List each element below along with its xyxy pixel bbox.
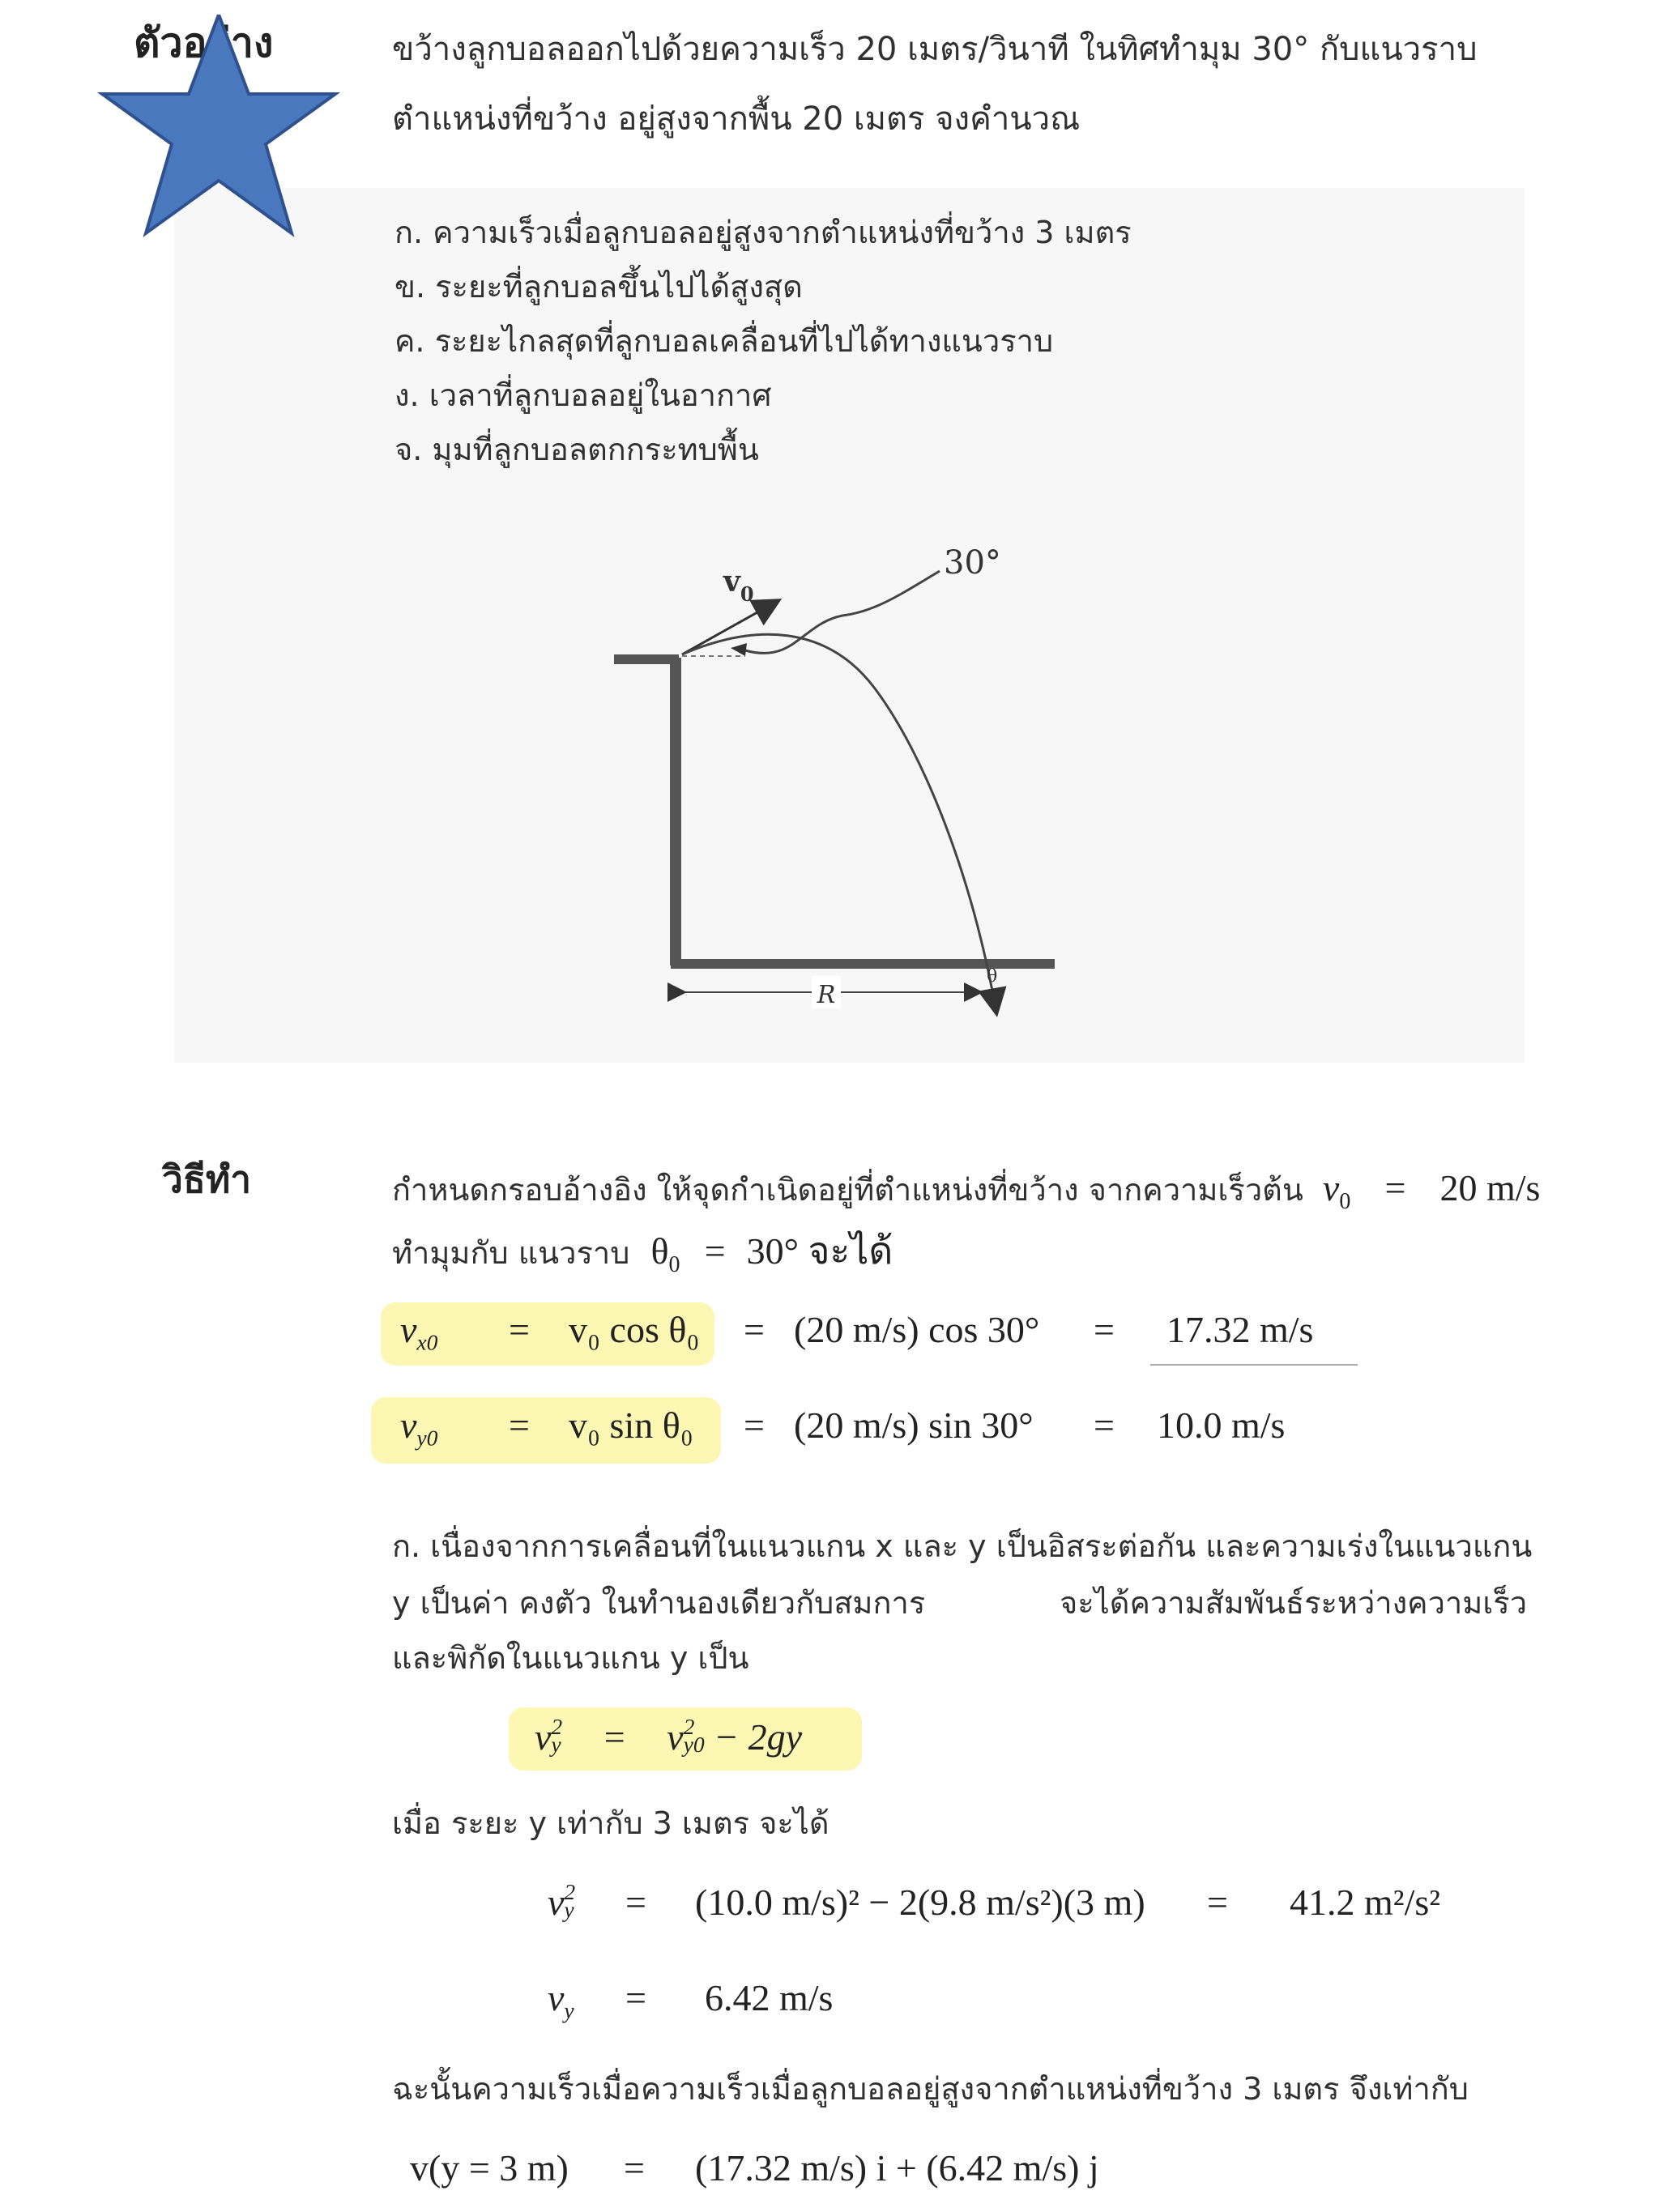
kin-lhs: v	[535, 1716, 552, 1758]
kin-rest: − 2gy	[704, 1716, 803, 1758]
vy0-equation	[400, 1404, 437, 1451]
angle-pointer-head	[731, 643, 747, 656]
intro-text-2a: ทำมุมกับ แนวราบ	[392, 1235, 630, 1271]
final-lhs: v(y = 3 m)	[410, 2147, 569, 2189]
intro-line-1	[392, 1165, 1540, 1215]
part-a-line-1: ก. เนื่องจากการเคลื่อนที่ในแนวแกน x และ y เป็นอิสระต่อกัน และความเร่งในแนวแกน	[392, 1528, 1533, 1564]
kin-lhs-sub: y	[551, 1731, 561, 1757]
trajectory-curve	[682, 634, 996, 1012]
theta-label: θ	[987, 966, 998, 987]
problem-line-1: ขว้างลูกบอลออกไปด้วยความเร็ว 20 เมตร/วินาที ในทิศทำมุม 30° กับแนวราบ	[392, 31, 1478, 68]
calc1-lhs-sup: 2	[564, 1878, 576, 1904]
projectile-diagram	[599, 535, 1069, 1037]
calc1-lhs-sub: y	[564, 1896, 574, 1922]
conclusion-line: ฉะนั้นความเร็วเมื่อความเร็วเมื่อลูกบอลอยู่สูงจากตำแหน่งที่ขว้าง 3 เมตร จึงเท่ากับ	[392, 2071, 1469, 2107]
vy0-lhs-sub: y0	[416, 1425, 438, 1451]
vy0-calc: (20 m/s) sin 30°	[794, 1404, 1034, 1446]
calc1-eq: =	[625, 1882, 646, 1923]
vx0-eq2: =	[744, 1309, 765, 1350]
part-a-line-3: และพิกัดในแนวแกน y เป็น	[392, 1640, 749, 1676]
calc2-lhs-v: v	[548, 1977, 565, 2018]
vy0-eq2: =	[744, 1404, 765, 1446]
v0-subscript: 0	[1339, 1188, 1351, 1214]
theta0-symbol: θ	[650, 1230, 669, 1272]
vx0-lhs: v	[400, 1309, 417, 1350]
calc2-eq: =	[625, 1977, 646, 2018]
kin-rhs: v	[667, 1716, 684, 1758]
calc1-expr: (10.0 m/s)² − 2(9.8 m/s²)(3 m)	[695, 1882, 1145, 1923]
vx0-equation	[400, 1308, 437, 1356]
vy0-result: 10.0 m/s	[1157, 1404, 1286, 1446]
intro-text-2b: 30° จะได้	[746, 1230, 893, 1272]
question-item: จ. มุมที่ลูกบอลตกกระทบพื้น	[394, 432, 759, 467]
intro-text: กำหนดกรอบอ้างอิง ให้จุดกำเนิดอยู่ที่ตำแหน่งที่ขว้าง จากความเร็วต้น	[392, 1172, 1303, 1208]
kinematic-equation	[535, 1715, 802, 1758]
question-item: ค. ระยะไกลสุดที่ลูกบอลเคลื่อนที่ไปได้ทางแนวราบ	[394, 323, 1054, 359]
intro-equals-2: =	[704, 1230, 726, 1272]
part-a-line-2a: y เป็นค่า คงตัว ในทำนองเดียวกับสมการ	[392, 1585, 926, 1621]
solution-label: วิธีทำ	[162, 1157, 252, 1201]
vx0-result: 17.32 m/s	[1166, 1309, 1314, 1350]
angle-pointer	[745, 571, 940, 653]
kin-rhs-sup: 2	[683, 1713, 695, 1739]
intro-equals: =	[1384, 1167, 1406, 1208]
vx0-calc: (20 m/s) cos 30°	[794, 1309, 1040, 1350]
vx0-lhs-sub: x0	[416, 1329, 438, 1355]
final-eq: =	[624, 2147, 645, 2189]
theta0-subscript: 0	[668, 1251, 680, 1277]
problem-line-2: ตำแหน่งที่ขว้าง อยู่สูงจากพื้น 20 เมตร จงคำนวณ	[392, 100, 1081, 138]
kin-eq: =	[603, 1716, 625, 1758]
calc1-result: 41.2 m²/s²	[1290, 1882, 1441, 1923]
v0-arrow	[682, 601, 778, 654]
calc2-result: 6.42 m/s	[705, 1977, 834, 2018]
intro-value: 20 m/s	[1439, 1167, 1541, 1208]
range-label: R	[817, 981, 836, 1009]
vx0-mid: v₀ cos θ₀	[569, 1309, 700, 1350]
question-item: ง. เวลาที่ลูกบอลอยู่ในอากาศ	[394, 377, 772, 413]
when-line: เมื่อ ระยะ y เท่ากับ 3 เมตร จะได้	[392, 1805, 830, 1841]
v0-label: $v_0$	[723, 565, 754, 606]
calc2-lhs	[548, 1976, 574, 2024]
angle-label: 30°	[944, 544, 1001, 582]
calc1-eq2: =	[1207, 1882, 1228, 1923]
question-item: ข. ระยะที่ลูกบอลขึ้นไปได้สูงสุด	[394, 269, 803, 305]
calc1-lhs-v: v	[548, 1882, 565, 1923]
calc2-lhs-sub: y	[564, 1997, 574, 2023]
vx0-underline	[1150, 1364, 1358, 1366]
final-rhs: (17.32 m/s) i + (6.42 m/s) j	[695, 2147, 1099, 2189]
intro-line-2	[392, 1221, 893, 1281]
example-label: ตัวอย่าง	[134, 19, 274, 66]
question-item: ก. ความเร็วเมื่อลูกบอลอยู่สูงจากตำแหน่งที่ขว้าง 3 เมตร	[394, 215, 1132, 250]
v0-symbol: v	[1322, 1167, 1340, 1208]
vx0-eq3: =	[1094, 1309, 1115, 1350]
kin-lhs-sup: 2	[551, 1713, 563, 1739]
part-a-line-2b: จะได้ความสัมพันธ์ระหว่างความเร็ว	[1060, 1585, 1528, 1621]
vx0-eq1: =	[509, 1309, 530, 1350]
vy0-eq1: =	[509, 1404, 530, 1446]
star-icon	[97, 15, 340, 238]
calc1-lhs	[548, 1878, 576, 1924]
vy0-lhs: v	[400, 1404, 417, 1446]
vy0-eq3: =	[1094, 1404, 1115, 1446]
vy0-mid: v₀ sin θ₀	[569, 1404, 693, 1446]
kin-rhs-sub: y0	[683, 1731, 705, 1757]
